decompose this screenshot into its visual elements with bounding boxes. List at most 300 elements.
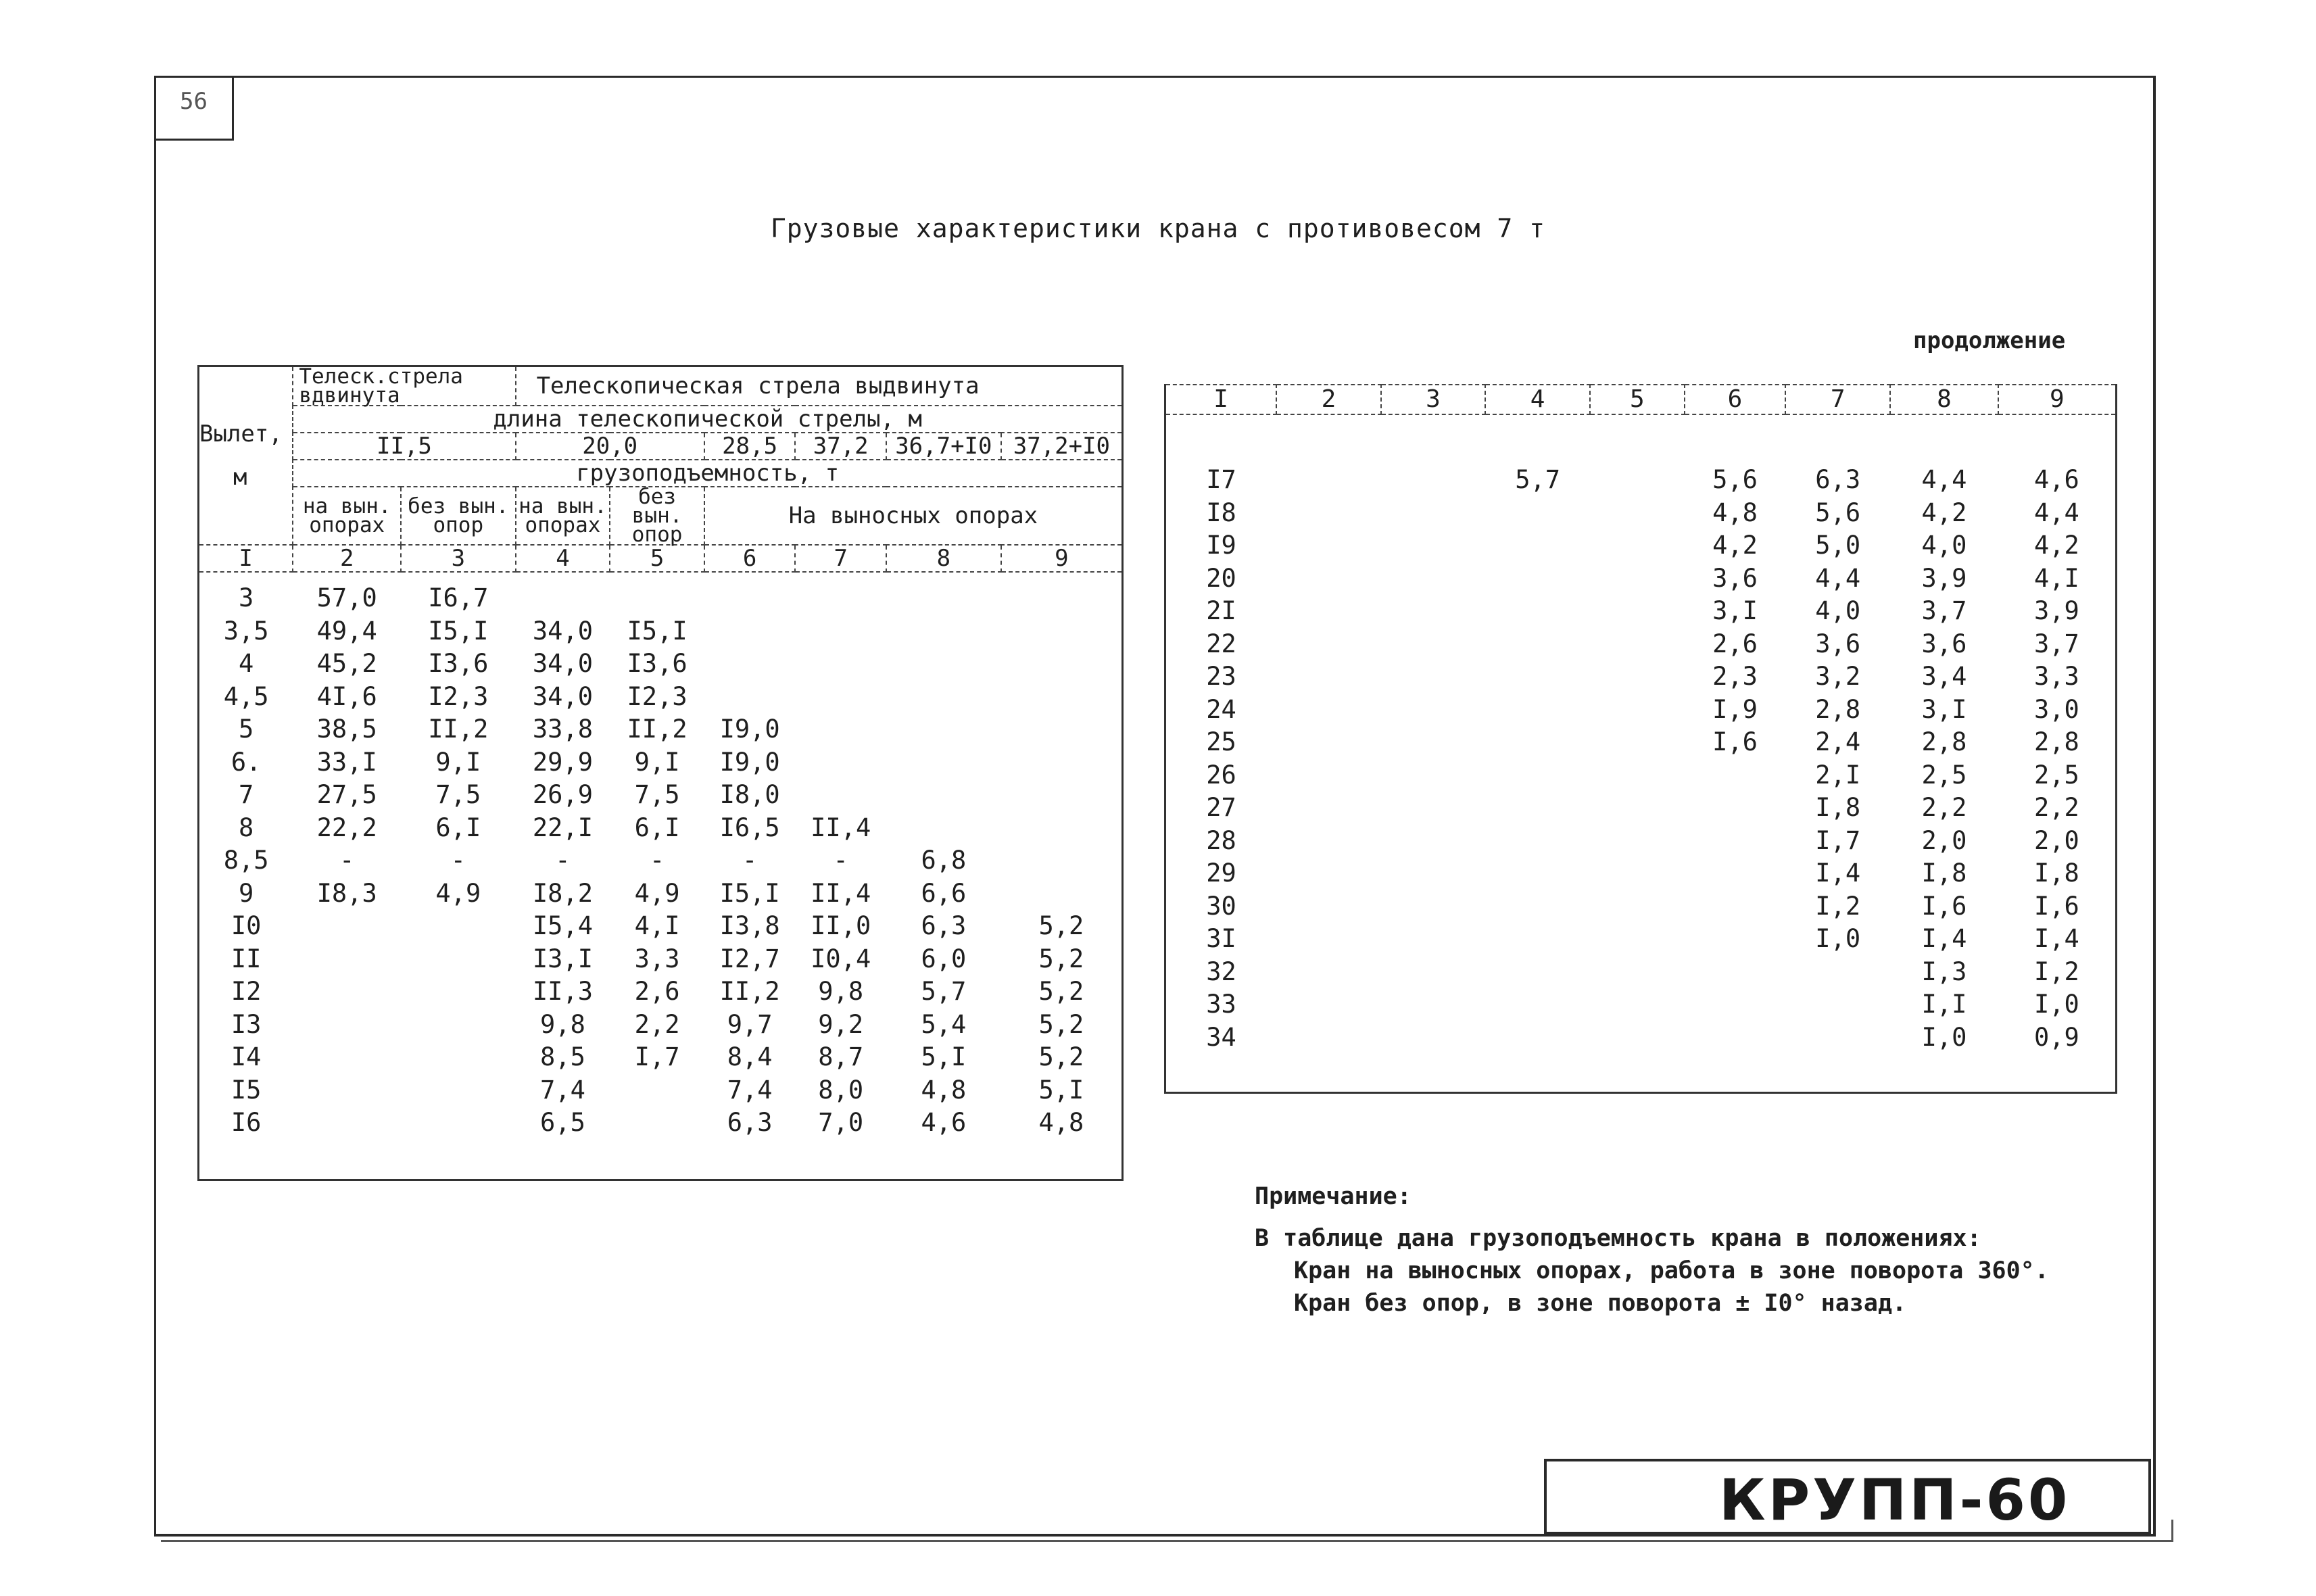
capacity-cell: 3,7 [2033, 629, 2079, 658]
capacity-cell [1381, 1021, 1486, 1093]
capacity-cell: II,3 [532, 977, 593, 1006]
capacity-cell: 26,9 [532, 780, 593, 809]
col-num: 6 [1685, 385, 1786, 414]
capacity-cell: 9,I [634, 747, 680, 777]
capacity-cell: - [555, 846, 571, 875]
capacity-cell [1590, 497, 1685, 530]
capacity-cell [1381, 628, 1486, 661]
capacity-cell [1276, 890, 1381, 923]
capacity-cell [1276, 562, 1381, 596]
capacity-cell: 2,2 [1921, 793, 1967, 822]
capacity-cell: I,4 [1815, 859, 1861, 888]
capacity-cell: 5,2 [1038, 1009, 1084, 1039]
outreach-cell: I0 [231, 911, 262, 940]
capacity-cell [1590, 890, 1685, 923]
col-num: 7 [795, 545, 886, 572]
capacity-cell [1485, 923, 1590, 956]
capacity-cell [1276, 694, 1381, 727]
capacity-cell: 3,9 [1921, 563, 1967, 593]
outreach-cell: 22 [1206, 629, 1236, 658]
capacity-cell [293, 1041, 401, 1074]
capacity-cell [886, 572, 1001, 615]
col-num: I [1165, 385, 1277, 414]
outreach-cell: 5 [239, 715, 254, 744]
capacity-cell [1485, 726, 1590, 759]
page-title: Грузовые характеристики крана с противовесом 7 т [770, 214, 1546, 243]
capacity-cell: 3,7 [1921, 596, 1967, 625]
capacity-cell: 22,I [532, 813, 593, 842]
capacity-cell: I,4 [1921, 924, 1967, 953]
capacity-cell: 27,5 [316, 780, 377, 809]
capacity-cell: 22,2 [316, 813, 377, 842]
capacity-cell: 5,2 [1038, 911, 1084, 940]
capacity-cell [1590, 414, 1685, 497]
table-row [1165, 956, 2117, 989]
capacity-cell: I2,3 [428, 681, 489, 711]
outreach-cell: 30 [1206, 891, 1236, 921]
capacity-cell [1590, 923, 1685, 956]
capacity-cell: 3,3 [634, 944, 680, 973]
capacity-header: грузоподъемность, т [293, 460, 1122, 487]
capacity-cell [1001, 812, 1123, 845]
table-row [1165, 497, 2117, 530]
capacity-cell [1485, 660, 1590, 694]
extended-boom-header: Телескопическая стрела выдвинута [516, 366, 1123, 406]
capacity-cell [401, 910, 516, 943]
capacity-cell: 38,5 [316, 715, 377, 744]
capacity-cell: I6,5 [719, 813, 780, 842]
capacity-cell: 6,0 [921, 944, 967, 973]
capacity-cell [1590, 1021, 1685, 1093]
load-table-right [1164, 384, 2117, 1094]
capacity-cell [1590, 792, 1685, 825]
col-num: 5 [1590, 385, 1685, 414]
capacity-cell: - [649, 846, 665, 875]
capacity-cell: 7,4 [540, 1075, 585, 1105]
capacity-cell [1001, 713, 1123, 746]
title-block-stamp [1544, 1459, 2151, 1534]
capacity-cell [1381, 792, 1486, 825]
capacity-cell: 34,0 [532, 649, 593, 678]
table-row [199, 812, 1123, 845]
capacity-cell: I3,6 [428, 649, 489, 678]
capacity-cell: I,6 [2033, 891, 2079, 921]
table-row [1165, 988, 2117, 1021]
on-outriggers-span-header: На выносных опорах [704, 487, 1123, 545]
capacity-cell [1685, 956, 1786, 989]
capacity-cell: - [742, 846, 758, 875]
table-row [1165, 595, 2117, 628]
capacity-cell [1276, 825, 1381, 858]
table-row [1165, 1021, 2117, 1093]
outreach-cell: 9 [239, 878, 254, 908]
capacity-cell [704, 681, 796, 714]
table-row [1165, 414, 2117, 497]
capacity-cell: 5,2 [1038, 977, 1084, 1006]
capacity-cell [1381, 660, 1486, 694]
capacity-cell: 5,4 [921, 1009, 967, 1039]
capacity-cell: I3,8 [719, 911, 780, 940]
capacity-cell [1485, 628, 1590, 661]
capacity-cell [795, 572, 886, 615]
capacity-cell: I,2 [2033, 957, 2079, 986]
capacity-cell: 4,4 [1815, 563, 1861, 593]
capacity-cell [1685, 988, 1786, 1021]
outreach-cell: 3 [239, 583, 254, 612]
table-row [1165, 660, 2117, 694]
capacity-cell: I,6 [1921, 891, 1967, 921]
capacity-cell: 2,5 [1921, 760, 1967, 790]
capacity-cell [1276, 988, 1381, 1021]
capacity-cell: 7,5 [435, 780, 481, 809]
capacity-cell: 3,I [1712, 596, 1758, 625]
outreach-cell: 23 [1206, 662, 1236, 691]
table-row [1165, 562, 2117, 596]
boom-length-5: 36,7+I0 [886, 433, 1001, 460]
table-row [199, 572, 1123, 615]
page-number: 56 [154, 76, 234, 141]
capacity-cell [1381, 726, 1486, 759]
capacity-cell: 5,0 [1815, 531, 1861, 560]
capacity-cell [886, 648, 1001, 681]
col-num: 4 [1485, 385, 1590, 414]
capacity-cell [1001, 779, 1123, 812]
col-num: I [199, 545, 293, 572]
table-row [1165, 825, 2117, 858]
capacity-cell: 6,I [634, 813, 680, 842]
capacity-cell: I9,0 [719, 747, 780, 777]
capacity-cell: 4,6 [2033, 465, 2079, 494]
outreach-cell: 34 [1206, 1022, 1236, 1052]
capacity-cell: 5,I [921, 1042, 967, 1071]
note-line: Кран на выносных опорах, работа в зоне поворота 360°. [1294, 1257, 2049, 1284]
on-outriggers-header-2: на вын. опорах [516, 487, 610, 545]
capacity-cell: 7,0 [818, 1108, 864, 1137]
table-row [1165, 694, 2117, 727]
capacity-cell [293, 910, 401, 943]
capacity-cell: II,2 [719, 977, 780, 1006]
capacity-cell: 3,I [1921, 694, 1967, 724]
capacity-cell [293, 975, 401, 1009]
capacity-cell [1276, 759, 1381, 792]
capacity-cell [1485, 792, 1590, 825]
capacity-cell: 4,2 [1712, 531, 1758, 560]
capacity-cell: 8,7 [818, 1042, 864, 1071]
capacity-cell: 8,0 [818, 1075, 864, 1105]
capacity-cell: 4,9 [435, 878, 481, 908]
capacity-cell: 4,9 [634, 878, 680, 908]
capacity-cell: I5,I [627, 616, 687, 646]
outreach-cell: 4,5 [223, 681, 269, 711]
capacity-cell: I5,I [719, 878, 780, 908]
capacity-cell: 2,2 [634, 1009, 680, 1039]
capacity-cell: I2,7 [719, 944, 780, 973]
table-row [199, 713, 1123, 746]
capacity-cell [293, 1107, 401, 1180]
outreach-cell: 3I [1206, 924, 1236, 953]
table-row [199, 1074, 1123, 1107]
capacity-cell: 4,8 [921, 1075, 967, 1105]
table-row [199, 1041, 1123, 1074]
capacity-cell [610, 572, 704, 615]
capacity-cell: I8,0 [719, 780, 780, 809]
outreach-cell: 29 [1206, 859, 1236, 888]
capacity-cell [1276, 497, 1381, 530]
capacity-cell [1276, 726, 1381, 759]
capacity-cell: 29,9 [532, 747, 593, 777]
table-row [1165, 890, 2117, 923]
capacity-cell: 4,0 [1815, 596, 1861, 625]
outreach-cell: 28 [1206, 825, 1236, 855]
capacity-cell [1381, 923, 1486, 956]
capacity-cell [886, 713, 1001, 746]
col-num: 8 [886, 545, 1001, 572]
capacity-cell: 4,4 [1921, 465, 1967, 494]
capacity-cell: 49,4 [316, 616, 377, 646]
capacity-cell: 34,0 [532, 681, 593, 711]
capacity-cell [795, 615, 886, 648]
capacity-cell: 3,3 [2033, 662, 2079, 691]
capacity-cell: 2,I [1815, 760, 1861, 790]
table-row [199, 910, 1123, 943]
capacity-cell: 3,2 [1815, 662, 1861, 691]
capacity-cell [1276, 660, 1381, 694]
capacity-cell: 2,6 [634, 977, 680, 1006]
capacity-cell [1590, 988, 1685, 1021]
col-num: 6 [704, 545, 796, 572]
capacity-cell [1276, 529, 1381, 562]
capacity-cell [1001, 746, 1123, 779]
table-row [1165, 923, 2117, 956]
capacity-cell [610, 1074, 704, 1107]
capacity-cell: 4,0 [1921, 531, 1967, 560]
continuation-label: продолжение [1913, 327, 2066, 354]
capacity-cell [1381, 595, 1486, 628]
capacity-cell [1685, 923, 1786, 956]
capacity-cell: 2,0 [2033, 825, 2079, 855]
outreach-cell: 33 [1206, 990, 1236, 1019]
load-table-left [197, 365, 1124, 1181]
capacity-cell [1276, 595, 1381, 628]
capacity-cell: I,0 [1815, 924, 1861, 953]
capacity-cell [1485, 529, 1590, 562]
capacity-cell [293, 943, 401, 976]
capacity-cell: 4I,6 [316, 681, 377, 711]
capacity-cell: 6,3 [727, 1108, 773, 1137]
outreach-cell: I2 [231, 977, 262, 1006]
capacity-cell [886, 746, 1001, 779]
table-row [199, 746, 1123, 779]
table-row [1165, 726, 2117, 759]
outreach-cell: 3,5 [223, 616, 269, 646]
capacity-cell: 4,2 [1921, 498, 1967, 527]
table-row [199, 844, 1123, 877]
capacity-cell: 3,0 [2033, 694, 2079, 724]
capacity-cell: I3,6 [627, 649, 687, 678]
capacity-cell: 3,9 [2033, 596, 2079, 625]
capacity-cell: 2,8 [1921, 727, 1967, 756]
capacity-cell: I,9 [1712, 694, 1758, 724]
without-outriggers-header-1: без вын. опор [401, 487, 516, 545]
capacity-cell: I,6 [1712, 727, 1758, 756]
capacity-cell: 0,9 [2033, 1022, 2079, 1052]
capacity-cell: 9,2 [818, 1009, 864, 1039]
capacity-cell [1381, 414, 1486, 497]
capacity-cell: 3,6 [1712, 563, 1758, 593]
capacity-cell [1485, 497, 1590, 530]
capacity-cell [1590, 628, 1685, 661]
boom-length-1: II,5 [293, 433, 515, 460]
outreach-cell: I6 [231, 1108, 262, 1137]
outreach-cell: I5 [231, 1075, 262, 1105]
outreach-cell: 24 [1206, 694, 1236, 724]
capacity-cell [1590, 529, 1685, 562]
capacity-cell [1685, 825, 1786, 858]
capacity-cell: I,0 [2033, 990, 2079, 1019]
outreach-cell: I8 [1206, 498, 1236, 527]
capacity-cell: 2,0 [1921, 825, 1967, 855]
capacity-cell: I6,7 [428, 583, 489, 612]
capacity-cell: 4,6 [921, 1108, 967, 1137]
capacity-cell [795, 713, 886, 746]
capacity-cell [1785, 1021, 1890, 1093]
capacity-cell [1276, 1021, 1381, 1093]
capacity-cell: 57,0 [316, 583, 377, 612]
note [1255, 1180, 2049, 1320]
outreach-cell: 20 [1206, 563, 1236, 593]
capacity-cell [795, 648, 886, 681]
capacity-cell [1381, 562, 1486, 596]
outreach-cell: 25 [1206, 727, 1236, 756]
capacity-cell: II,4 [811, 813, 871, 842]
capacity-cell [795, 681, 886, 714]
table-row [1165, 628, 2117, 661]
capacity-cell [1485, 890, 1590, 923]
capacity-cell: 6,I [435, 813, 481, 842]
capacity-cell: 9,8 [818, 977, 864, 1006]
capacity-cell [1485, 694, 1590, 727]
capacity-cell: 3,6 [1815, 629, 1861, 658]
capacity-cell: I5,4 [532, 911, 593, 940]
capacity-cell: I9,0 [719, 715, 780, 744]
capacity-cell [1485, 595, 1590, 628]
capacity-cell [1276, 857, 1381, 890]
capacity-cell: 5,2 [1038, 944, 1084, 973]
capacity-cell [610, 1107, 704, 1180]
capacity-cell [401, 943, 516, 976]
note-heading: Примечание: [1255, 1183, 1412, 1210]
capacity-cell: I,I [1921, 990, 1967, 1019]
capacity-cell: 6,3 [1815, 465, 1861, 494]
capacity-cell [1685, 857, 1786, 890]
capacity-cell [293, 1074, 401, 1107]
col-num: 7 [1785, 385, 1890, 414]
table-row [1165, 857, 2117, 890]
col-num: 9 [1001, 545, 1123, 572]
outreach-cell: 26 [1206, 760, 1236, 790]
capacity-cell [886, 681, 1001, 714]
outreach-cell: 7 [239, 780, 254, 809]
capacity-cell: 4,4 [2033, 498, 2079, 527]
col-num: 2 [293, 545, 401, 572]
outreach-cell: 6. [231, 747, 262, 777]
capacity-cell: 4,8 [1038, 1108, 1084, 1137]
capacity-cell: 2,4 [1815, 727, 1861, 756]
table-row [199, 877, 1123, 911]
capacity-cell [1001, 615, 1123, 648]
capacity-cell: I2,3 [627, 681, 687, 711]
outreach-cell: I7 [1206, 465, 1236, 494]
capacity-cell [401, 1074, 516, 1107]
capacity-cell [1485, 562, 1590, 596]
capacity-cell: 6,8 [921, 846, 967, 875]
capacity-cell [1590, 562, 1685, 596]
capacity-cell: I3,I [532, 944, 593, 973]
capacity-cell: I,0 [1921, 1022, 1967, 1052]
capacity-cell: 2,8 [1815, 694, 1861, 724]
capacity-cell: 6,5 [540, 1108, 585, 1137]
capacity-cell: 8,4 [727, 1042, 773, 1071]
capacity-cell [1001, 844, 1123, 877]
capacity-cell [795, 779, 886, 812]
capacity-cell: I,3 [1921, 957, 1967, 986]
col-num: 2 [1276, 385, 1381, 414]
outreach-cell: 2I [1206, 596, 1236, 625]
capacity-cell: 2,8 [2033, 727, 2079, 756]
without-outriggers-header-2: без вын. опор [610, 487, 704, 545]
load-table-left-body [199, 572, 1123, 1180]
capacity-cell: 2,5 [2033, 760, 2079, 790]
col-num: 9 [1998, 385, 2117, 414]
col-num: 5 [610, 545, 704, 572]
capacity-cell [1001, 572, 1123, 615]
capacity-cell [795, 746, 886, 779]
capacity-cell [1785, 988, 1890, 1021]
outreach-cell: 4 [239, 649, 254, 678]
table-row [199, 1107, 1123, 1180]
capacity-cell: I,8 [1815, 793, 1861, 822]
outreach-cell: II [231, 944, 262, 973]
capacity-cell: I,8 [2033, 859, 2079, 888]
note-line: Кран без опор, в зоне поворота ± I0° назад. [1294, 1290, 1907, 1317]
capacity-cell: 6,6 [921, 878, 967, 908]
outreach-header: Вылет, м [199, 366, 293, 546]
capacity-cell: I8,2 [532, 878, 593, 908]
outreach-cell: I3 [231, 1009, 262, 1039]
table-row [199, 943, 1123, 976]
capacity-cell: II,2 [428, 715, 489, 744]
capacity-cell: - [339, 846, 355, 875]
capacity-cell: I,7 [634, 1042, 680, 1071]
capacity-cell [1485, 857, 1590, 890]
capacity-cell: II,0 [811, 911, 871, 940]
table-row [199, 615, 1123, 648]
capacity-cell: I,8 [1921, 859, 1967, 888]
capacity-cell [886, 812, 1001, 845]
boom-length-6: 37,2+I0 [1001, 433, 1123, 460]
capacity-cell: 5,I [1038, 1075, 1084, 1105]
capacity-cell [1685, 792, 1786, 825]
capacity-cell: - [833, 846, 848, 875]
capacity-cell [401, 975, 516, 1009]
retracted-boom-header: Телеск.стрела вдвинута [293, 366, 515, 406]
capacity-cell [1590, 726, 1685, 759]
table-row [1165, 792, 2117, 825]
capacity-cell [1381, 759, 1486, 792]
capacity-cell: 5,6 [1815, 498, 1861, 527]
capacity-cell: 2,3 [1712, 662, 1758, 691]
capacity-cell: 4,I [2033, 563, 2079, 593]
